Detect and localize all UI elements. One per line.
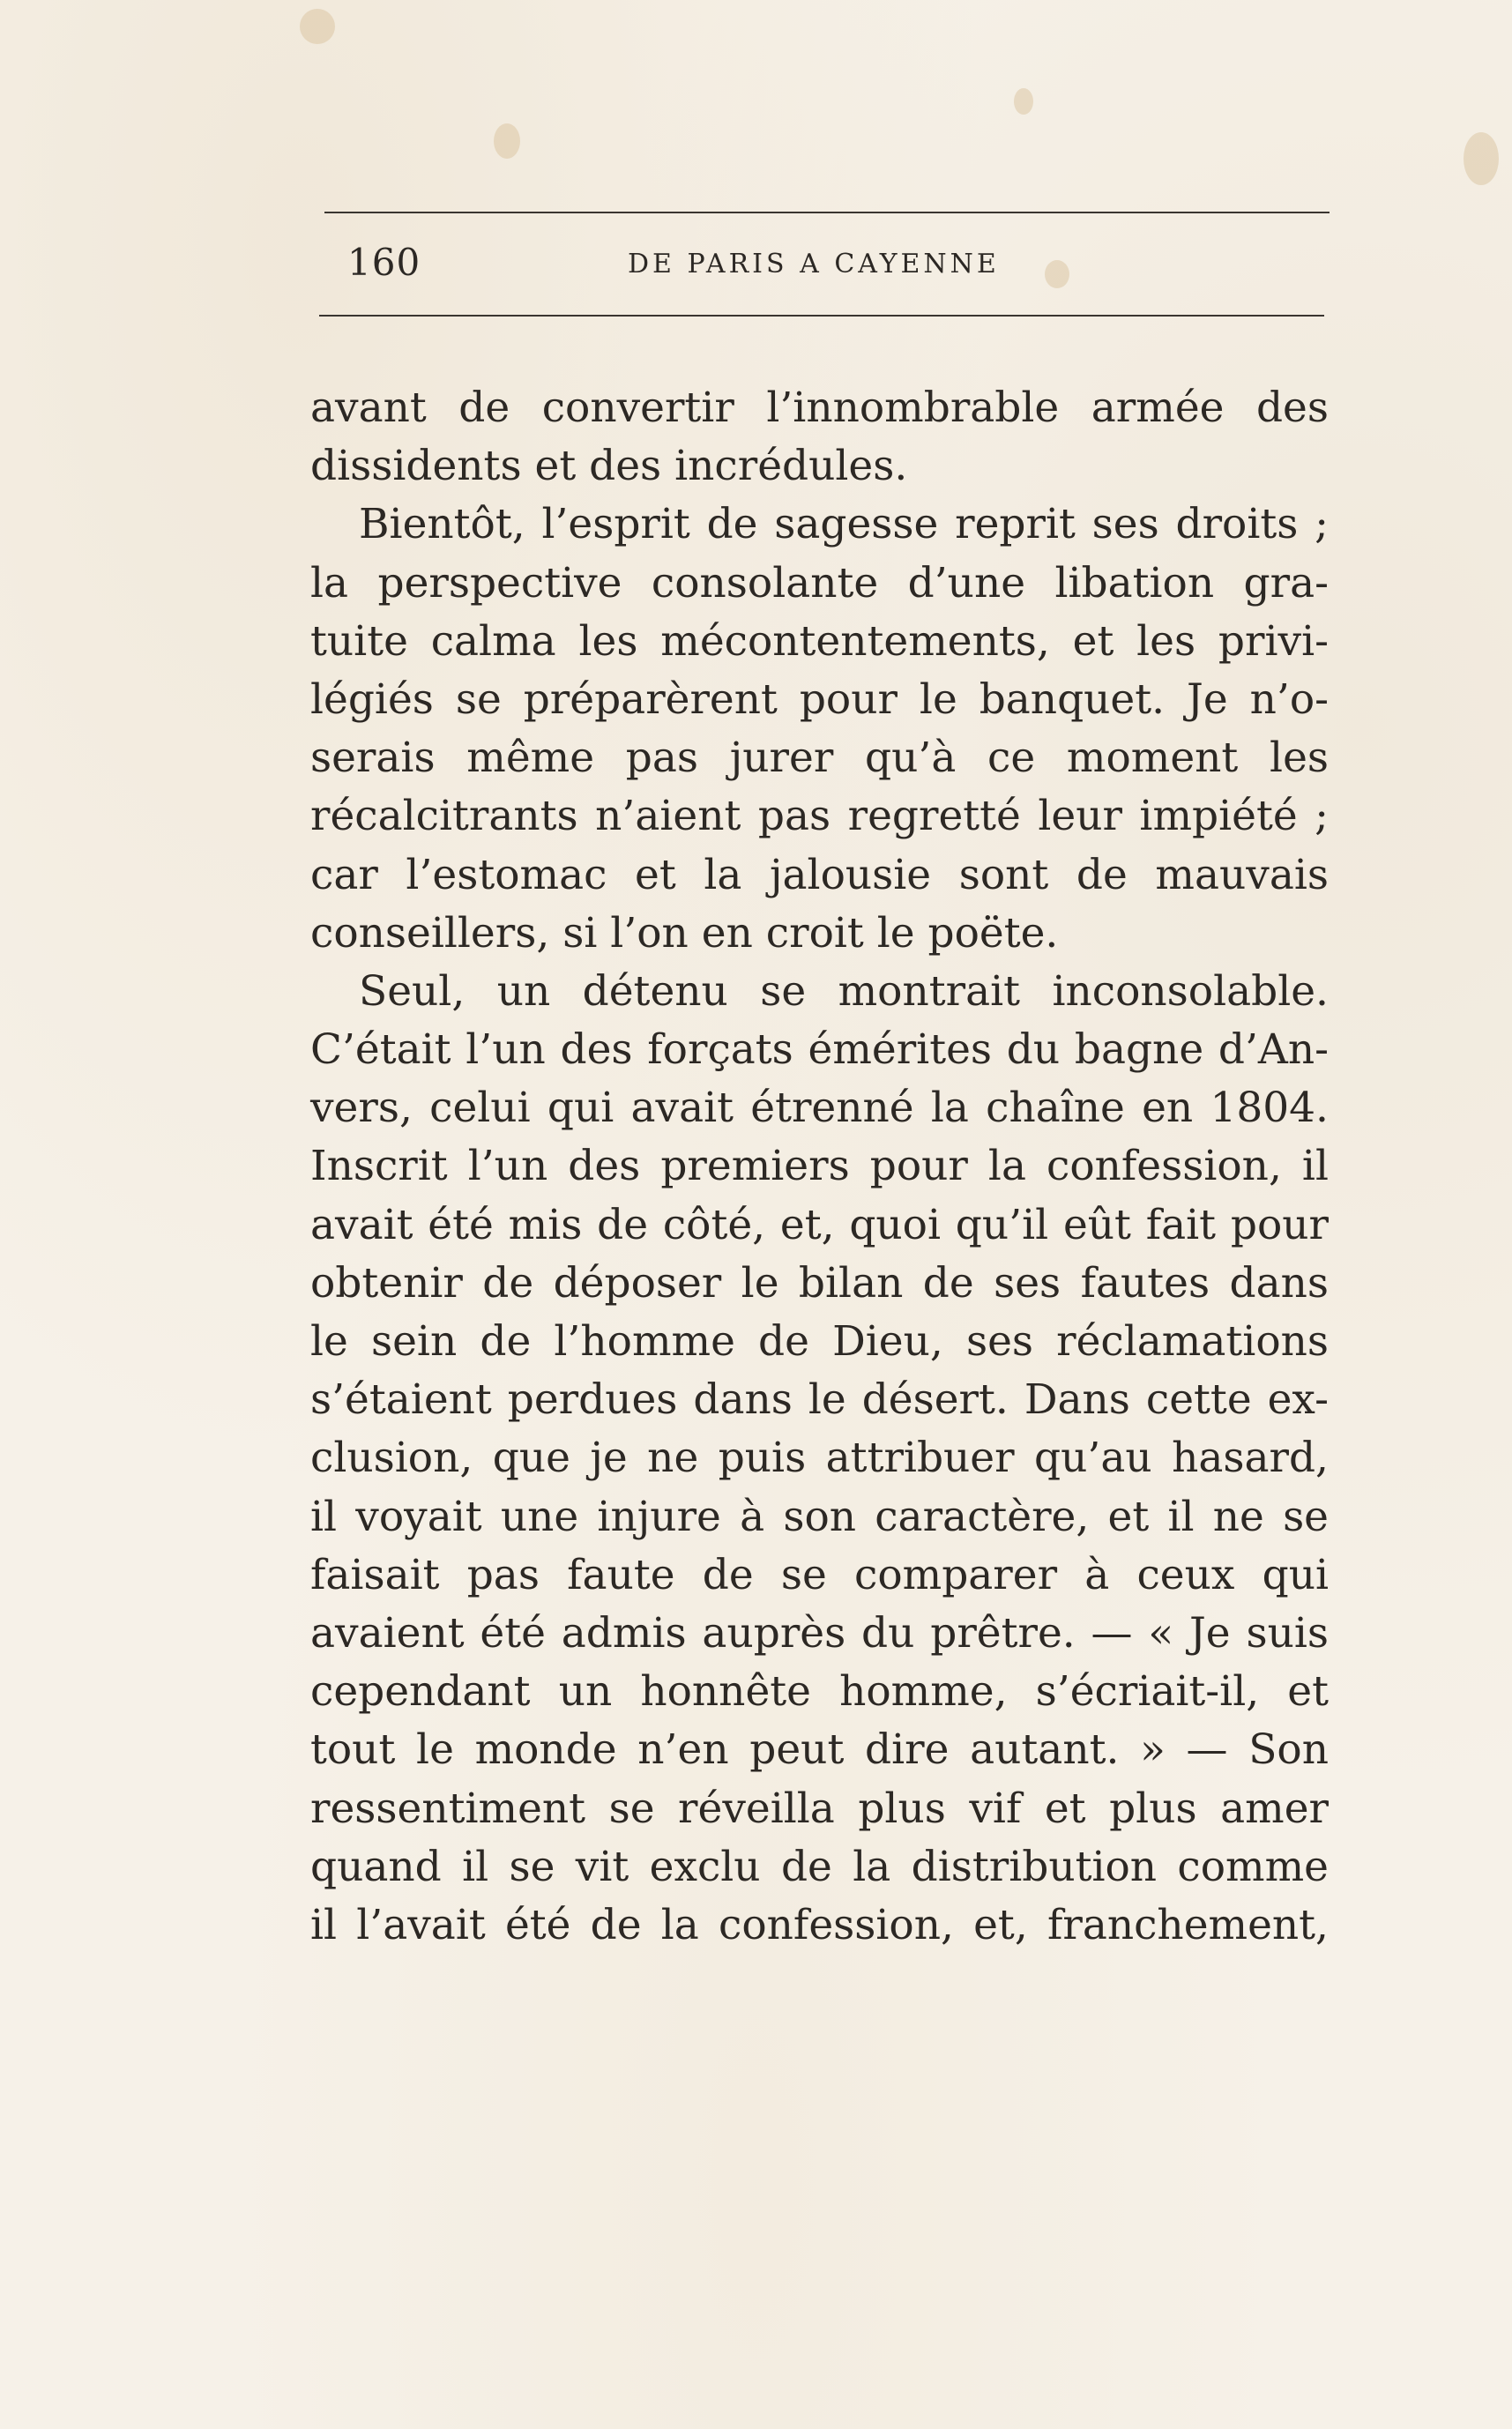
paper-stain [494,123,520,159]
header-rule-bottom [319,315,1324,317]
text-line: Inscrit l’un des premiers pour la confession, il [310,1142,1329,1191]
text-line: faisait pas faute de se comparer à ceux qui [310,1550,1329,1599]
running-header [319,238,1324,294]
text-line: conseillers, si l’on en croit le poëte. [310,908,1059,957]
text-line: le sein de l’homme de Dieu, ses réclamations [310,1317,1329,1366]
text-line: il voyait une injure à son caractère, et il ne se [310,1492,1329,1541]
paper-stain [1014,88,1033,115]
text-line: ressentiment se réveilla plus vif et plus amer [310,1784,1329,1833]
text-line: avant de convertir l’innombrable armée des [310,384,1329,432]
text-line: quand il se vit exclu de la distribution comme [310,1842,1329,1891]
text-line: clusion, que je ne puis attribuer qu’au hasard, [310,1434,1329,1483]
text-line: il l’avait été de la confession, et, franchement, [310,1900,1329,1949]
text-line: C’était l’un des forçats émérites du bagne d’An- [310,1025,1329,1075]
text-line: avaient été admis auprès du prêtre. — « Je suis [310,1608,1329,1658]
paper-stain [1464,132,1499,185]
running-head-title: DE PARIS A CAYENNE [628,249,1000,279]
text-line: récalcitrants n’aient pas regretté leur impiété ; [310,792,1329,841]
text-line: s’étaient perdues dans le désert. Dans cette ex- [310,1375,1329,1425]
text-line: légiés se préparèrent pour le banquet. Je n’o- [310,674,1329,724]
text-line: tuite calma les mécontentements, et les privi- [310,616,1329,666]
text-line: car l’estomac et la jalousie sont de mauvais [310,850,1329,899]
text-line: la perspective consolante d’une libation gra- [310,558,1329,607]
text-line: dissidents et des incrédules. [310,442,908,491]
text-line: Bientôt, l’esprit de sagesse reprit ses droits ; [359,500,1329,549]
text-line: vers, celui qui avait étrenné la chaîne en 1804. [310,1084,1329,1133]
text-line: tout le monde n’en peut dire autant. » — Son [310,1725,1329,1775]
text-line: obtenir de déposer le bilan de ses fautes dans [310,1258,1329,1308]
text-line: avait été mis de côté, et, quoi qu’il eût fait pour [310,1200,1329,1249]
text-line: Seul, un détenu se montrait inconsolable. [359,966,1329,1016]
body-text [310,379,1329,1955]
text-line: serais même pas jurer qu’à ce moment les [310,734,1329,783]
paper-stain [300,9,335,44]
text-line: cependant un honnête homme, s’écriait-il, et [310,1667,1329,1717]
page-number: 160 [347,241,421,284]
header-rule-top [324,212,1330,213]
